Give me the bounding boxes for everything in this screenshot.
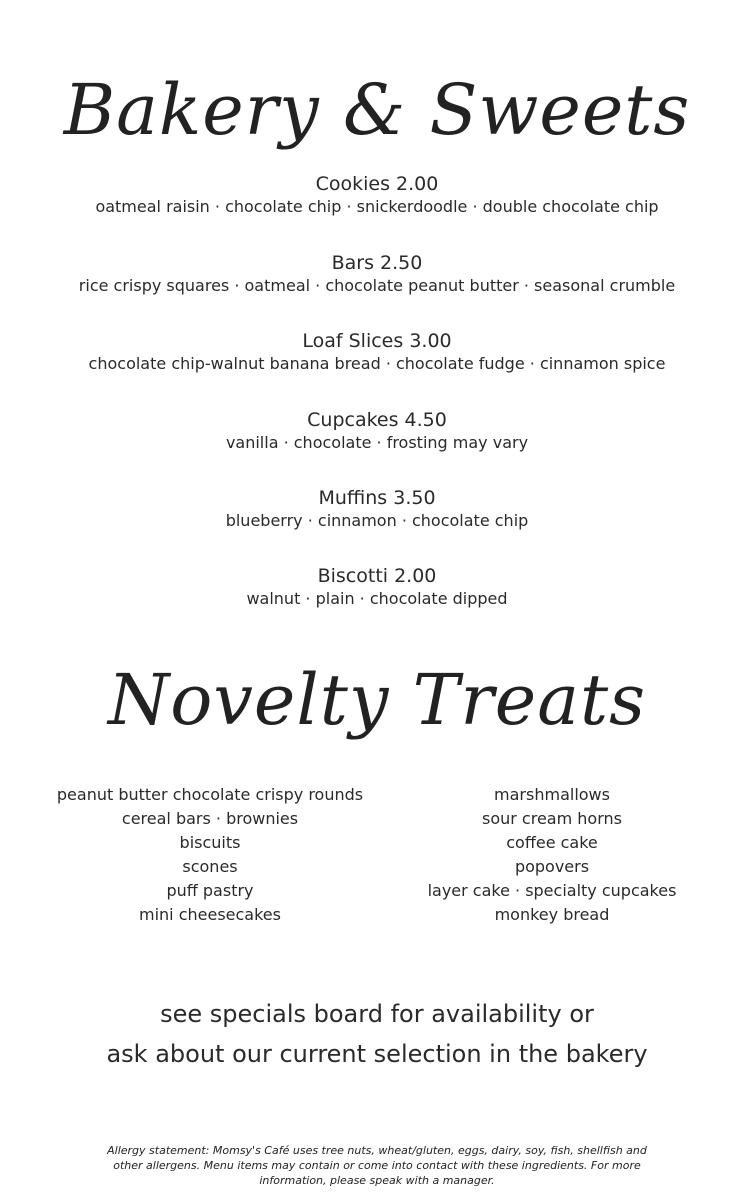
menu-item-loaf-slices	[0, 329, 754, 375]
item-name: Muffins 3.50	[318, 487, 436, 509]
item-name: Cupcakes 4.50	[307, 409, 447, 431]
item-name: Cookies 2.00	[315, 173, 439, 195]
novelty-item: marshmallows	[494, 785, 610, 804]
novelty-item: peanut butter chocolate crispy rounds	[56, 785, 364, 804]
menu-item-bars	[0, 251, 754, 297]
allergy-line: information, please speak with a manager.	[259, 1174, 495, 1187]
availability-line: see specials board for availability or	[160, 1000, 594, 1028]
novelty-item: sour cream horns	[482, 809, 622, 828]
novelty-item: biscuits	[179, 833, 241, 852]
allergy-statement	[30, 1143, 724, 1188]
menu-item-cookies	[0, 172, 754, 218]
novelty-list-right	[372, 783, 732, 927]
novelty-list-left	[30, 783, 390, 927]
menu-item-cupcakes	[0, 408, 754, 454]
novelty-item: monkey bread	[494, 905, 610, 924]
novelty-item: scones	[182, 857, 238, 876]
menu-item-muffins	[0, 486, 754, 532]
item-description: walnut · plain · chocolate dipped	[246, 589, 508, 608]
novelty-item: cereal bars · brownies	[121, 809, 299, 828]
item-name: Bars 2.50	[331, 252, 423, 274]
allergy-line: other allergens. Menu items may contain or come into contact with these ingredients. For more	[113, 1159, 641, 1172]
bakery-sweets-heading: Bakery & Sweets	[63, 69, 691, 151]
item-description: chocolate chip-walnut banana bread · chocolate fudge · cinnamon spice	[88, 354, 666, 373]
item-name: Loaf Slices 3.00	[302, 330, 452, 352]
novelty-treats-heading: Novelty Treats	[107, 659, 647, 741]
menu-item-biscotti	[0, 564, 754, 610]
novelty-item: layer cake · specialty cupcakes	[427, 881, 677, 900]
availability-note	[0, 994, 754, 1074]
item-description: rice crispy squares · oatmeal · chocolate peanut butter · seasonal crumble	[78, 276, 676, 295]
novelty-item: coffee cake	[506, 833, 598, 852]
novelty-item: mini cheesecakes	[139, 905, 281, 924]
availability-line: ask about our current selection in the bakery	[106, 1040, 648, 1068]
item-name: Biscotti 2.00	[317, 565, 437, 587]
item-description: vanilla · chocolate · frosting may vary	[225, 433, 529, 452]
allergy-line: Allergy statement: Momsy's Café uses tree nuts, wheat/gluten, eggs, dairy, soy, fish, shellfish and	[107, 1144, 647, 1157]
novelty-item: puff pastry	[166, 881, 254, 900]
novelty-item: popovers	[514, 857, 590, 876]
item-description: oatmeal raisin · chocolate chip · snickerdoodle · double chocolate chip	[95, 197, 659, 216]
item-description: blueberry · cinnamon · chocolate chip	[225, 511, 529, 530]
